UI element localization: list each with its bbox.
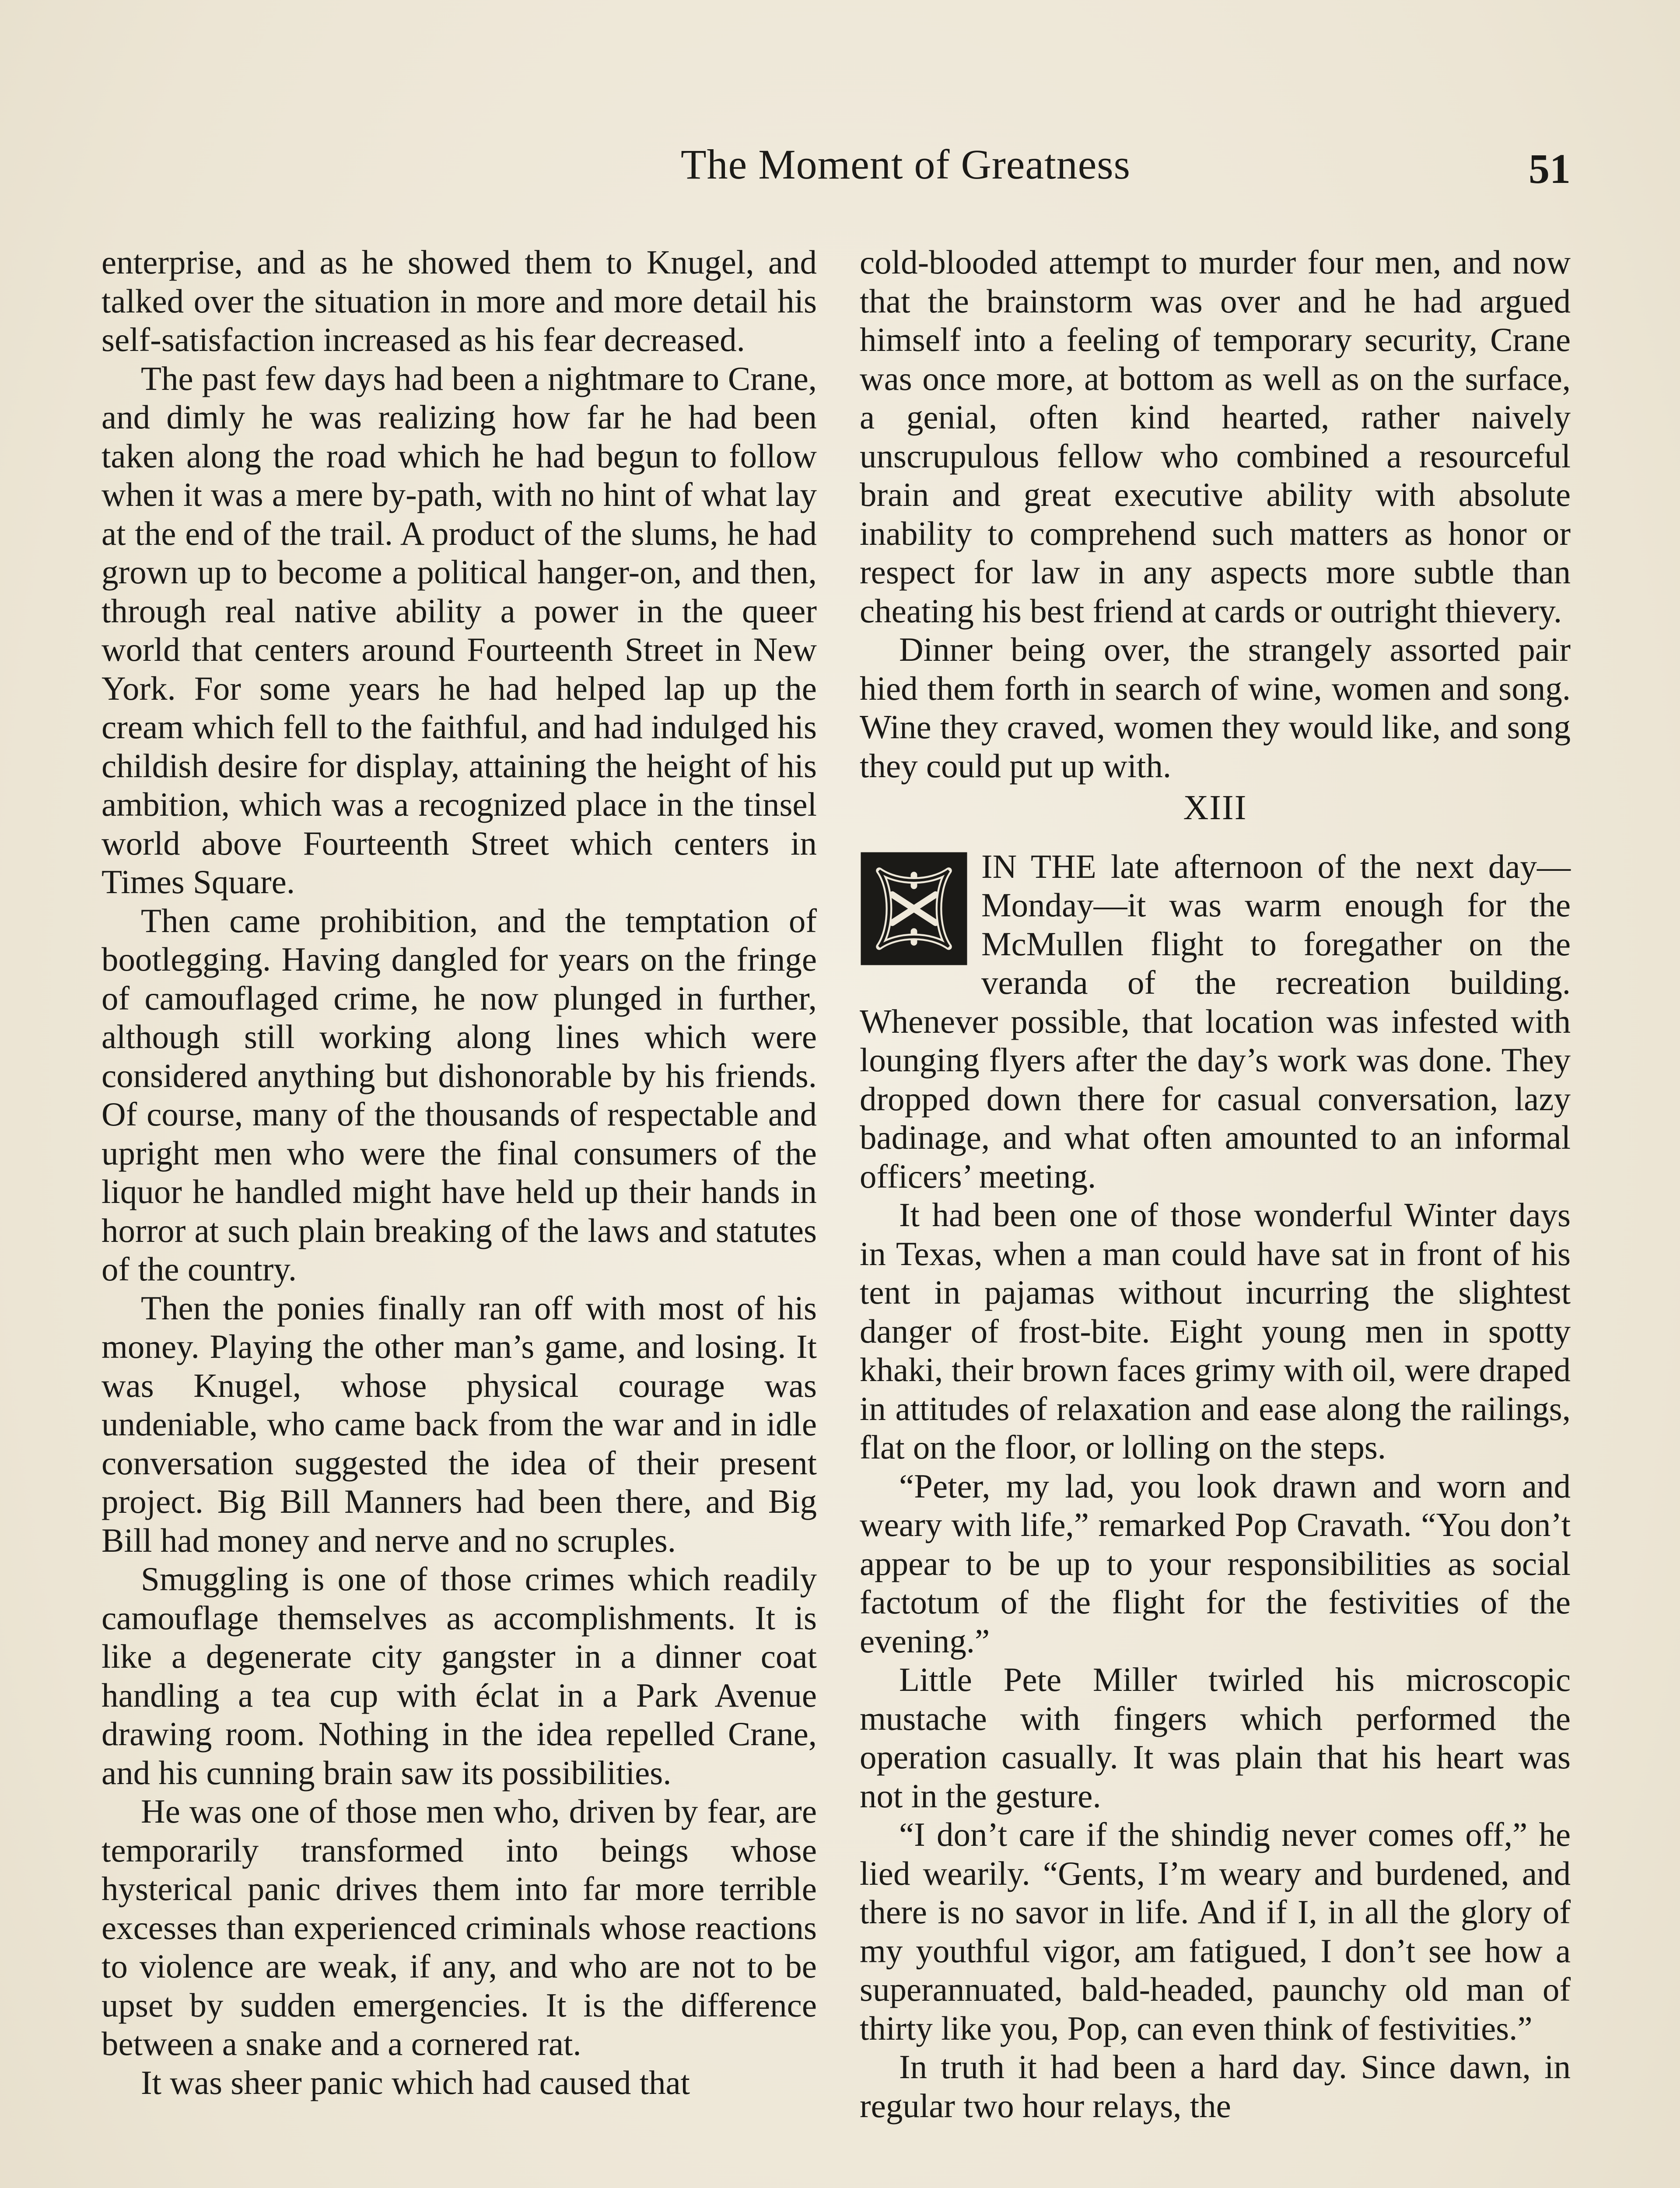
paragraph: It had been one of those wonderful Winter days in Texas, when a man could have sat in front of his tent in pajamas without incurring the slightest danger of frost-bite. Eight young men in spotty khaki, their brown faces grimy with oil, were draped in attitudes of relaxation and ease along the railings, flat on the floor, or lolling on the steps. xyxy=(860,1196,1571,1466)
paragraph: cold-blooded attempt to murder four men, and now that the brainstorm was over and he had argued himself into a feeling of temporary security, Crane was once more, at bottom as well as on the surface, a genial, often kind hearted, rather naively unscrupulous fellow who combined a resourceful brain and great executive ability with absolute inability to comprehend such matters as honor or respect for law in any aspects more subtle than cheating his best friend at cards or outright thievery. xyxy=(860,243,1571,630)
paragraph: Little Pete Miller twirled his microscopic mustache with fingers which performed the operation casually. It was plain that his heart was not in the gesture. xyxy=(860,1661,1571,1815)
paragraph: “Peter, my lad, you look drawn and worn and weary with life,” remarked Pop Cravath. “You don’t appear to be up to your responsibilities as social factotum of the flight for the festivities of the evening.” xyxy=(860,1467,1571,1660)
paragraph: IN THE late afternoon of the next day—Monday—it was warm enough for the McMullen flight to foregather on the veranda of the recreation building. Whenever possible, that location was infested with lounging flyers after the day’s work was done. They dropped down there for casual conversation, lazy badinage, and what often amounted to an informal officers’ meeting. xyxy=(860,847,1571,1195)
paragraph: “I don’t care if the shindig never comes off,” he lied wearily. “Gents, I’m weary and burdened, and there is no savor in life. And if I, in all the glory of my youthful vigor, am fatigued, I don’t see how a superannuated, bald-headed, paunchy old man of thirty like you, Pop, can even think of festivities.” xyxy=(860,1816,1571,2047)
paragraph: Then came prohibition, and the temptation of bootlegging. Having dangled for years on the fringe of camouflaged crime, he now plunged in further, although still working along lines which were considered anything but dishonorable by his friends. Of course, many of the thousands of respectable and upright men who were the final consumers of the liquor he handled might have held up their hands in horror at such plain breaking of the laws and statutes of the country. xyxy=(102,901,817,1288)
celtic-knot-ornament-icon xyxy=(860,851,968,967)
paragraph: Smuggling is one of those crimes which readily camouflage themselves as accomplishments. It is like a degenerate city gangster in a dinner coat handling a tea cup with éclat in a Park Avenue drawing room. Nothing in the idea repelled Crane, and his cunning brain saw its possibilities. xyxy=(102,1560,817,1792)
paragraph: Then the ponies finally ran off with most of his money. Playing the other man’s game, and losing. It was Knugel, whose physical courage was undeniable, who came back from the war and in idle conversation suggested the idea of their present project. Big Bill Manners had been there, and Big Bill had money and nerve and no scruples. xyxy=(102,1289,817,1559)
paragraph: In truth it had been a hard day. Since dawn, in regular two hour relays, the xyxy=(860,2048,1571,2125)
right-column xyxy=(860,243,1571,2125)
paragraph: Dinner being over, the strangely assorted pair hied them forth in search of wine, women and song. Wine they craved, women they would like, and song they could put up with. xyxy=(860,631,1571,785)
chapter-heading: XIII xyxy=(1183,789,1247,827)
running-title: The Moment of Greatness xyxy=(680,141,1131,188)
left-column xyxy=(102,243,817,2102)
paragraph: enterprise, and as he showed them to Knugel, and talked over the situation in more and more detail his self-satisfaction increased as his fear decreased. xyxy=(102,243,817,358)
paragraph: It was sheer panic which had caused that xyxy=(141,2063,690,2101)
paragraph: The past few days had been a nightmare to Crane, and dimly he was realizing how far he had been taken along the road which he had begun to follow when it was a mere by-path, with no hint of what lay at the end of the trail. A product of the slums, he had grown up to become a political hanger-on, and then, through real native ability a power in the queer world that centers around Fourteenth Street in New York. For some years he had helped lap up the cream which fell to the faithful, and had indulged his childish desire for display, attaining the height of his ambition, which was a recognized place in the tinsel world above Fourteenth Street which centers in Times Square. xyxy=(102,359,817,901)
page-number: 51 xyxy=(1529,145,1571,192)
paragraph: He was one of those men who, driven by fear, are temporarily transformed into beings whose hysterical panic drives them into far more terrible excesses than experienced criminals whose reactions to violence are weak, if any, and who are not to be upset by sudden emergencies. It is the difference between a snake and a cornered rat. xyxy=(102,1792,817,2062)
